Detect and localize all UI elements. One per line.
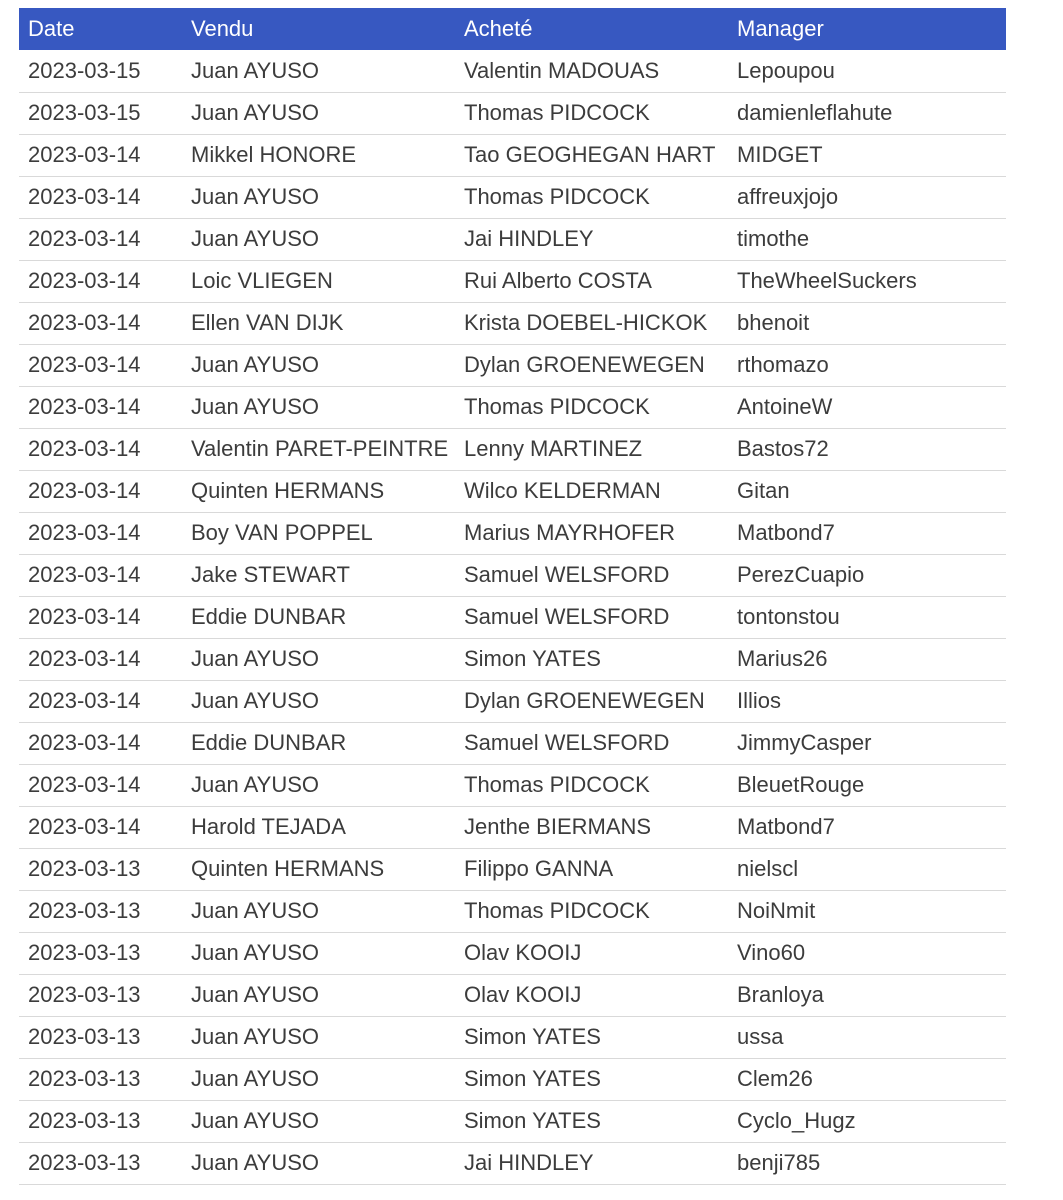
cell-manager: AntoineW <box>737 394 833 419</box>
cell-achete: Thomas PIDCOCK <box>464 394 650 419</box>
cell-date: 2023-03-14 <box>28 814 141 839</box>
cell-achete: Dylan GROENEWEGEN <box>464 352 705 377</box>
cell-date: 2023-03-14 <box>28 352 141 377</box>
cell-achete: Olav KOOIJ <box>464 982 582 1007</box>
cell-date: 2023-03-14 <box>28 226 141 251</box>
cell-date: 2023-03-14 <box>28 772 141 797</box>
table-row <box>19 974 1006 1016</box>
table-header-row <box>19 8 1006 50</box>
cell-manager: Marius26 <box>737 646 828 671</box>
cell-manager: tontonstou <box>737 604 840 629</box>
cell-date: 2023-03-13 <box>28 856 141 881</box>
cell-date: 2023-03-14 <box>28 436 141 461</box>
column-header-vendu[interactable]: Vendu <box>191 16 254 41</box>
cell-vendu: Quinten HERMANS <box>191 856 385 881</box>
cell-vendu: Loic VLIEGEN <box>191 268 333 293</box>
table-row <box>19 218 1006 260</box>
cell-manager: affreuxjojo <box>737 184 839 209</box>
table-row <box>19 1058 1006 1100</box>
table-row <box>19 92 1006 134</box>
cell-vendu: Juan AYUSO <box>191 184 319 209</box>
cell-vendu: Juan AYUSO <box>191 940 319 965</box>
cell-vendu: Juan AYUSO <box>191 898 319 923</box>
cell-achete: Simon YATES <box>464 1108 601 1133</box>
cell-manager: Matbond7 <box>737 814 835 839</box>
table-row <box>19 512 1006 554</box>
cell-date: 2023-03-13 <box>28 940 141 965</box>
cell-manager: Bastos72 <box>737 436 829 461</box>
cell-date: 2023-03-15 <box>28 57 141 83</box>
cell-vendu: Juan AYUSO <box>191 57 319 83</box>
cell-vendu: Valentin PARET-PEINTRE <box>191 436 449 461</box>
cell-manager: Vino60 <box>737 940 806 965</box>
cell-vendu: Juan AYUSO <box>191 100 319 125</box>
cell-achete: Jai HINDLEY <box>464 226 594 251</box>
cell-date: 2023-03-14 <box>28 604 141 629</box>
cell-manager: benji785 <box>737 1150 821 1175</box>
cell-vendu: Eddie DUNBAR <box>191 730 347 755</box>
cell-manager: Branloya <box>737 982 824 1007</box>
cell-manager: rthomazo <box>737 352 829 377</box>
cell-manager: bhenoit <box>737 310 810 335</box>
cell-vendu: Harold TEJADA <box>191 814 346 839</box>
cell-manager: Lepoupou <box>737 57 835 83</box>
cell-achete: Simon YATES <box>464 1024 601 1049</box>
cell-date: 2023-03-13 <box>28 1150 141 1175</box>
cell-vendu: Ellen VAN DIJK <box>191 310 344 335</box>
cell-date: 2023-03-13 <box>28 898 141 923</box>
cell-achete: Samuel WELSFORD <box>464 604 670 629</box>
cell-date: 2023-03-13 <box>28 1066 141 1091</box>
cell-achete: Thomas PIDCOCK <box>464 100 650 125</box>
table-row <box>19 554 1006 596</box>
cell-vendu: Quinten HERMANS <box>191 478 385 503</box>
cell-manager: Cyclo_Hugz <box>737 1108 856 1133</box>
cell-achete: Tao GEOGHEGAN HART <box>464 142 716 167</box>
column-header-date[interactable]: Date <box>28 16 75 41</box>
cell-achete: Samuel WELSFORD <box>464 562 670 587</box>
cell-manager: Clem26 <box>737 1066 813 1091</box>
cell-date: 2023-03-14 <box>28 394 141 419</box>
cell-manager: Illios <box>737 688 782 713</box>
table-row <box>19 764 1006 806</box>
cell-vendu: Juan AYUSO <box>191 646 319 671</box>
cell-manager: timothe <box>737 226 810 251</box>
cell-vendu: Juan AYUSO <box>191 394 319 419</box>
cell-manager: TheWheelSuckers <box>737 268 917 293</box>
cell-date: 2023-03-14 <box>28 184 141 209</box>
column-header-achete[interactable]: Acheté <box>464 16 533 41</box>
cell-vendu: Mikkel HONORE <box>191 142 357 167</box>
table-row <box>19 638 1006 680</box>
cell-date: 2023-03-14 <box>28 646 141 671</box>
table-row <box>19 302 1006 344</box>
cell-achete: Wilco KELDERMAN <box>464 478 661 503</box>
cell-achete: Rui Alberto COSTA <box>464 268 652 293</box>
cell-vendu: Eddie DUNBAR <box>191 604 347 629</box>
cell-achete: Marius MAYRHOFER <box>464 520 676 545</box>
table-row <box>19 680 1006 722</box>
cell-achete: Dylan GROENEWEGEN <box>464 688 705 713</box>
cell-achete: Thomas PIDCOCK <box>464 772 650 797</box>
table-row <box>19 722 1006 764</box>
cell-manager: NoiNmit <box>737 898 816 923</box>
cell-vendu: Juan AYUSO <box>191 1024 319 1049</box>
cell-date: 2023-03-14 <box>28 730 141 755</box>
cell-vendu: Juan AYUSO <box>191 772 319 797</box>
cell-manager: BleuetRouge <box>737 772 865 797</box>
cell-date: 2023-03-14 <box>28 688 141 713</box>
cell-achete: Simon YATES <box>464 646 601 671</box>
cell-achete: Lenny MARTINEZ <box>464 436 643 461</box>
table-row <box>19 344 1006 386</box>
table-row <box>19 50 1006 92</box>
table-row <box>19 260 1006 302</box>
cell-date: 2023-03-14 <box>28 310 141 335</box>
cell-achete: Simon YATES <box>464 1066 601 1091</box>
column-header-manager[interactable]: Manager <box>737 16 824 41</box>
table-row <box>19 932 1006 974</box>
cell-vendu: Juan AYUSO <box>191 982 319 1007</box>
table-row <box>19 890 1006 932</box>
table-header <box>19 8 1006 50</box>
cell-date: 2023-03-14 <box>28 268 141 293</box>
cell-achete: Samuel WELSFORD <box>464 730 670 755</box>
table-row <box>19 806 1006 848</box>
cell-manager: ussa <box>737 1024 784 1049</box>
cell-manager: nielscl <box>737 856 799 881</box>
cell-date: 2023-03-14 <box>28 478 141 503</box>
transfers-table-container <box>19 8 1006 1185</box>
cell-achete: Jenthe BIERMANS <box>464 814 652 839</box>
cell-vendu: Juan AYUSO <box>191 226 319 251</box>
cell-manager: Gitan <box>737 478 790 503</box>
cell-vendu: Boy VAN POPPEL <box>191 520 373 545</box>
cell-manager: damienleflahute <box>737 100 893 125</box>
cell-achete: Krista DOEBEL-HICKOK <box>464 310 708 335</box>
cell-manager: MIDGET <box>737 142 823 167</box>
table-row <box>19 1016 1006 1058</box>
cell-manager: PerezCuapio <box>737 562 865 587</box>
cell-date: 2023-03-15 <box>28 100 141 125</box>
cell-manager: Matbond7 <box>737 520 835 545</box>
table-row <box>19 470 1006 512</box>
table-row <box>19 428 1006 470</box>
table-row <box>19 386 1006 428</box>
cell-manager: JimmyCasper <box>737 730 872 755</box>
table-body <box>19 50 1006 1184</box>
cell-date: 2023-03-14 <box>28 142 141 167</box>
cell-vendu: Juan AYUSO <box>191 352 319 377</box>
table-row <box>19 1142 1006 1184</box>
cell-achete: Valentin MADOUAS <box>464 57 660 83</box>
cell-achete: Thomas PIDCOCK <box>464 184 650 209</box>
cell-date: 2023-03-13 <box>28 1024 141 1049</box>
cell-vendu: Juan AYUSO <box>191 1150 319 1175</box>
cell-date: 2023-03-13 <box>28 1108 141 1133</box>
table-row <box>19 176 1006 218</box>
cell-achete: Thomas PIDCOCK <box>464 898 650 923</box>
cell-achete: Olav KOOIJ <box>464 940 582 965</box>
cell-date: 2023-03-14 <box>28 520 141 545</box>
table-row <box>19 134 1006 176</box>
transfers-table <box>19 8 1006 1185</box>
cell-achete: Jai HINDLEY <box>464 1150 594 1175</box>
cell-date: 2023-03-14 <box>28 562 141 587</box>
table-row <box>19 848 1006 890</box>
table-row <box>19 596 1006 638</box>
cell-vendu: Juan AYUSO <box>191 1108 319 1133</box>
cell-vendu: Juan AYUSO <box>191 1066 319 1091</box>
cell-achete: Filippo GANNA <box>464 856 614 881</box>
table-row <box>19 1100 1006 1142</box>
cell-date: 2023-03-13 <box>28 982 141 1007</box>
cell-vendu: Jake STEWART <box>191 562 350 587</box>
cell-vendu: Juan AYUSO <box>191 688 319 713</box>
